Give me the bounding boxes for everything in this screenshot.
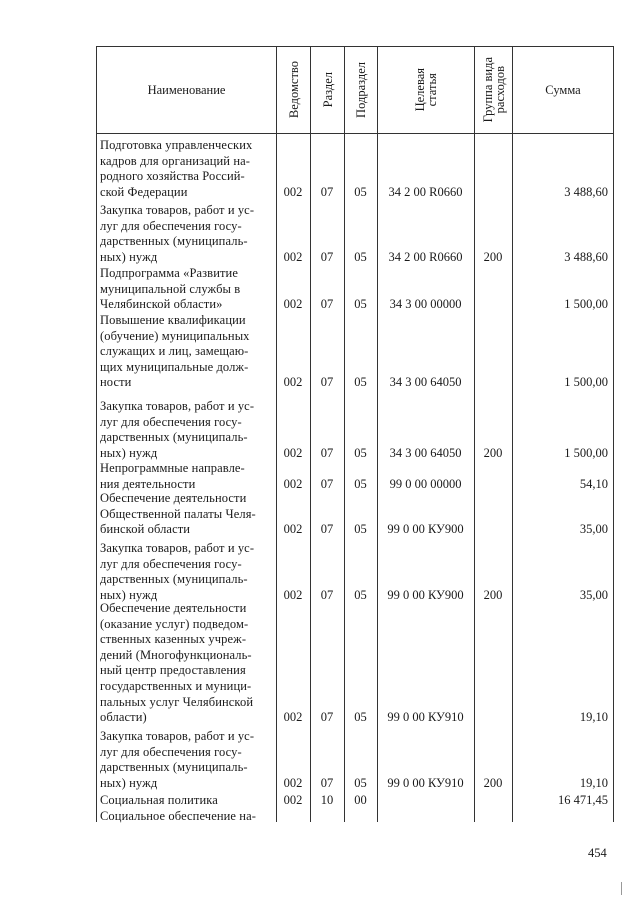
- table-header-border: [96, 133, 614, 134]
- row-name: [100, 601, 272, 726]
- row-vedomstvo: 002: [283, 297, 303, 312]
- row-name-line: Обеспечение деятельности: [100, 601, 247, 615]
- row-summa: 1 500,00: [564, 375, 608, 390]
- row-name-line: муниципальной службы в: [100, 281, 241, 296]
- row-name-line: ных) нужд: [100, 775, 158, 790]
- row-gruppa: 200: [483, 249, 503, 264]
- header-razdel: [311, 47, 344, 133]
- header-summa-label: Сумма: [545, 82, 581, 97]
- header-podrazdel-label: Подраздел: [354, 62, 368, 118]
- row-name-line: ный центр предоставления: [100, 663, 246, 678]
- row-name-line: Обеспечение деятельности: [100, 491, 247, 505]
- header-vedomstvo: [277, 47, 310, 133]
- row-name-line: дарственных (муниципаль-: [100, 760, 248, 775]
- header-summa: [513, 47, 613, 133]
- header-celevaya-line1: Целевая: [413, 68, 427, 112]
- row-name-line: области): [100, 710, 147, 725]
- row-name-line: Социальная политика: [100, 793, 218, 807]
- row-podrazdel: 05: [354, 587, 367, 602]
- row-celevaya: 99 0 00 КУ910: [387, 775, 464, 790]
- row-razdel: 07: [320, 297, 334, 312]
- header-celevaya-label: [414, 68, 438, 111]
- row-name-line: Закупка товаров, работ и ус-: [100, 729, 255, 743]
- row-razdel: 07: [320, 587, 334, 602]
- row-summa: 19,10: [579, 710, 608, 725]
- row-name-line: служащих и лиц, замещаю-: [100, 344, 249, 359]
- page-edge-mark: [621, 882, 622, 895]
- row-vedomstvo: 002: [283, 476, 303, 491]
- row-name: [100, 793, 272, 809]
- row-razdel: 07: [320, 476, 334, 491]
- row-name-line: ности: [100, 375, 132, 390]
- row-gruppa: 200: [483, 587, 503, 602]
- row-name-line: щих муниципальные долж-: [100, 359, 249, 374]
- row-vedomstvo: 002: [283, 793, 303, 807]
- row-name-line: ния деятельности: [100, 476, 196, 491]
- row-podrazdel: 00: [354, 793, 367, 807]
- row-name-line: Общественной палаты Челя-: [100, 506, 256, 521]
- row-name-line: ных) нужд: [100, 445, 158, 460]
- row-vedomstvo: 002: [283, 184, 303, 199]
- row-name-line: дарственных (муниципаль-: [100, 234, 248, 249]
- row-name: [100, 491, 272, 538]
- row-name-line: Закупка товаров, работ и ус-: [100, 399, 255, 413]
- row-summa: 16 471,45: [558, 793, 608, 807]
- row-name: [100, 203, 272, 265]
- row-razdel: 07: [320, 710, 334, 725]
- row-celevaya: 34 2 00 R0660: [388, 249, 463, 264]
- table-row: [96, 266, 614, 313]
- row-name-line: Закупка товаров, работ и ус-: [100, 203, 255, 217]
- table-row: [96, 541, 614, 603]
- header-podrazdel: [345, 47, 377, 133]
- header-name-label: Наименование: [147, 82, 226, 97]
- row-name: [100, 541, 272, 603]
- row-name-line: ных) нужд: [100, 249, 158, 264]
- table-row: [96, 809, 614, 825]
- row-name-line: Подпрограмма «Развитие: [100, 266, 238, 280]
- row-summa: 54,10: [579, 476, 608, 491]
- row-razdel: 07: [320, 775, 334, 790]
- row-podrazdel: 05: [354, 445, 367, 460]
- row-name-line: дений (Многофункциональ-: [100, 647, 252, 662]
- row-celevaya: 34 3 00 00000: [389, 297, 462, 312]
- row-razdel: 07: [320, 445, 334, 460]
- row-name-line: луг для обеспечения госу-: [100, 414, 242, 429]
- table-row: [96, 461, 614, 492]
- row-podrazdel: 05: [354, 476, 367, 491]
- row-celevaya: 99 0 00 КУ900: [387, 522, 464, 537]
- row-gruppa: 200: [483, 445, 503, 460]
- row-summa: 19,10: [579, 775, 608, 790]
- table-row: [96, 138, 614, 200]
- header-celevaya: [378, 47, 474, 133]
- row-name-line: дарственных (муниципаль-: [100, 572, 248, 587]
- row-vedomstvo: 002: [283, 710, 303, 725]
- table-row: [96, 793, 614, 809]
- table-row: [96, 729, 614, 791]
- row-name-line: Закупка товаров, работ и ус-: [100, 541, 255, 555]
- row-name-line: ственных казенных учреж-: [100, 632, 247, 647]
- row-podrazdel: 05: [354, 710, 367, 725]
- row-podrazdel: 05: [354, 775, 367, 790]
- row-name-line: Социальное обеспечение на-: [100, 809, 256, 823]
- row-vedomstvo: 002: [283, 775, 303, 790]
- row-razdel: 07: [320, 522, 334, 537]
- row-vedomstvo: 002: [283, 249, 303, 264]
- row-name-line: (оказание услуг) подведом-: [100, 616, 249, 631]
- row-name: [100, 399, 272, 461]
- row-razdel: 07: [320, 249, 334, 264]
- row-vedomstvo: 002: [283, 522, 303, 537]
- row-name-line: кадров для организаций на-: [100, 153, 251, 168]
- header-gruppa-label: [482, 57, 506, 122]
- row-gruppa: 200: [483, 775, 503, 790]
- row-razdel: 10: [320, 793, 334, 807]
- row-podrazdel: 05: [354, 297, 367, 312]
- header-gruppa: [475, 47, 512, 133]
- row-vedomstvo: 002: [283, 587, 303, 602]
- row-summa: 3 488,60: [564, 184, 608, 199]
- row-celevaya: 99 0 00 КУ900: [387, 587, 464, 602]
- row-name-line: ных) нужд: [100, 587, 158, 602]
- row-name-line: луг для обеспечения госу-: [100, 744, 242, 759]
- header-vedomstvo-label: Ведомство: [286, 61, 301, 119]
- row-summa: 1 500,00: [564, 297, 608, 312]
- row-celevaya: 34 2 00 R0660: [388, 184, 463, 199]
- row-name-line: Повышение квалификации: [100, 313, 246, 327]
- row-summa: 35,00: [579, 522, 608, 537]
- row-podrazdel: 05: [354, 184, 367, 199]
- row-name-line: луг для обеспечения госу-: [100, 218, 242, 233]
- row-name-line: дарственных (муниципаль-: [100, 430, 248, 445]
- row-name: [100, 729, 272, 791]
- header-celevaya-line2: статья: [425, 73, 439, 107]
- table-row: [96, 601, 614, 726]
- row-name-line: пальных услуг Челябинской: [100, 694, 254, 709]
- table-row: [96, 399, 614, 461]
- row-vedomstvo: 002: [283, 445, 303, 460]
- row-name-line: Непрограммные направле-: [100, 461, 245, 475]
- row-celevaya: 34 3 00 64050: [389, 375, 462, 390]
- table-row: [96, 203, 614, 265]
- row-summa: 3 488,60: [564, 249, 608, 264]
- row-podrazdel: 05: [354, 375, 367, 390]
- row-podrazdel: 05: [354, 522, 367, 537]
- row-name: [100, 313, 272, 391]
- row-name: [100, 461, 272, 492]
- row-name: [100, 138, 272, 200]
- row-name: [100, 809, 272, 825]
- row-celevaya: 99 0 00 00000: [389, 476, 462, 491]
- table-row: [96, 491, 614, 538]
- row-name-line: ской Федерации: [100, 184, 188, 199]
- row-name-line: бинской области: [100, 522, 191, 537]
- row-podrazdel: 05: [354, 249, 367, 264]
- row-vedomstvo: 002: [283, 375, 303, 390]
- row-summa: 35,00: [579, 587, 608, 602]
- row-name-line: Подготовка управленческих: [100, 138, 253, 152]
- row-razdel: 07: [320, 184, 334, 199]
- row-celevaya: 34 3 00 64050: [389, 445, 462, 460]
- header-gruppa-line1: Группа вида: [480, 57, 495, 123]
- header-name: [97, 47, 276, 133]
- header-gruppa-line2: расходов: [492, 66, 507, 114]
- row-name-line: (обучение) муниципальных: [100, 328, 250, 343]
- row-name-line: луг для обеспечения госу-: [100, 556, 242, 571]
- table-row: [96, 313, 614, 391]
- row-name-line: Челябинской области»: [100, 297, 223, 312]
- row-name-line: родного хозяйства Россий-: [100, 169, 245, 184]
- row-name: [100, 266, 272, 313]
- header-razdel-label: Раздел: [320, 72, 335, 108]
- row-celevaya: 99 0 00 КУ910: [387, 710, 464, 725]
- page-number: 454: [588, 846, 607, 860]
- row-razdel: 07: [320, 375, 334, 390]
- row-name-line: государственных и муници-: [100, 678, 252, 693]
- row-summa: 1 500,00: [564, 445, 608, 460]
